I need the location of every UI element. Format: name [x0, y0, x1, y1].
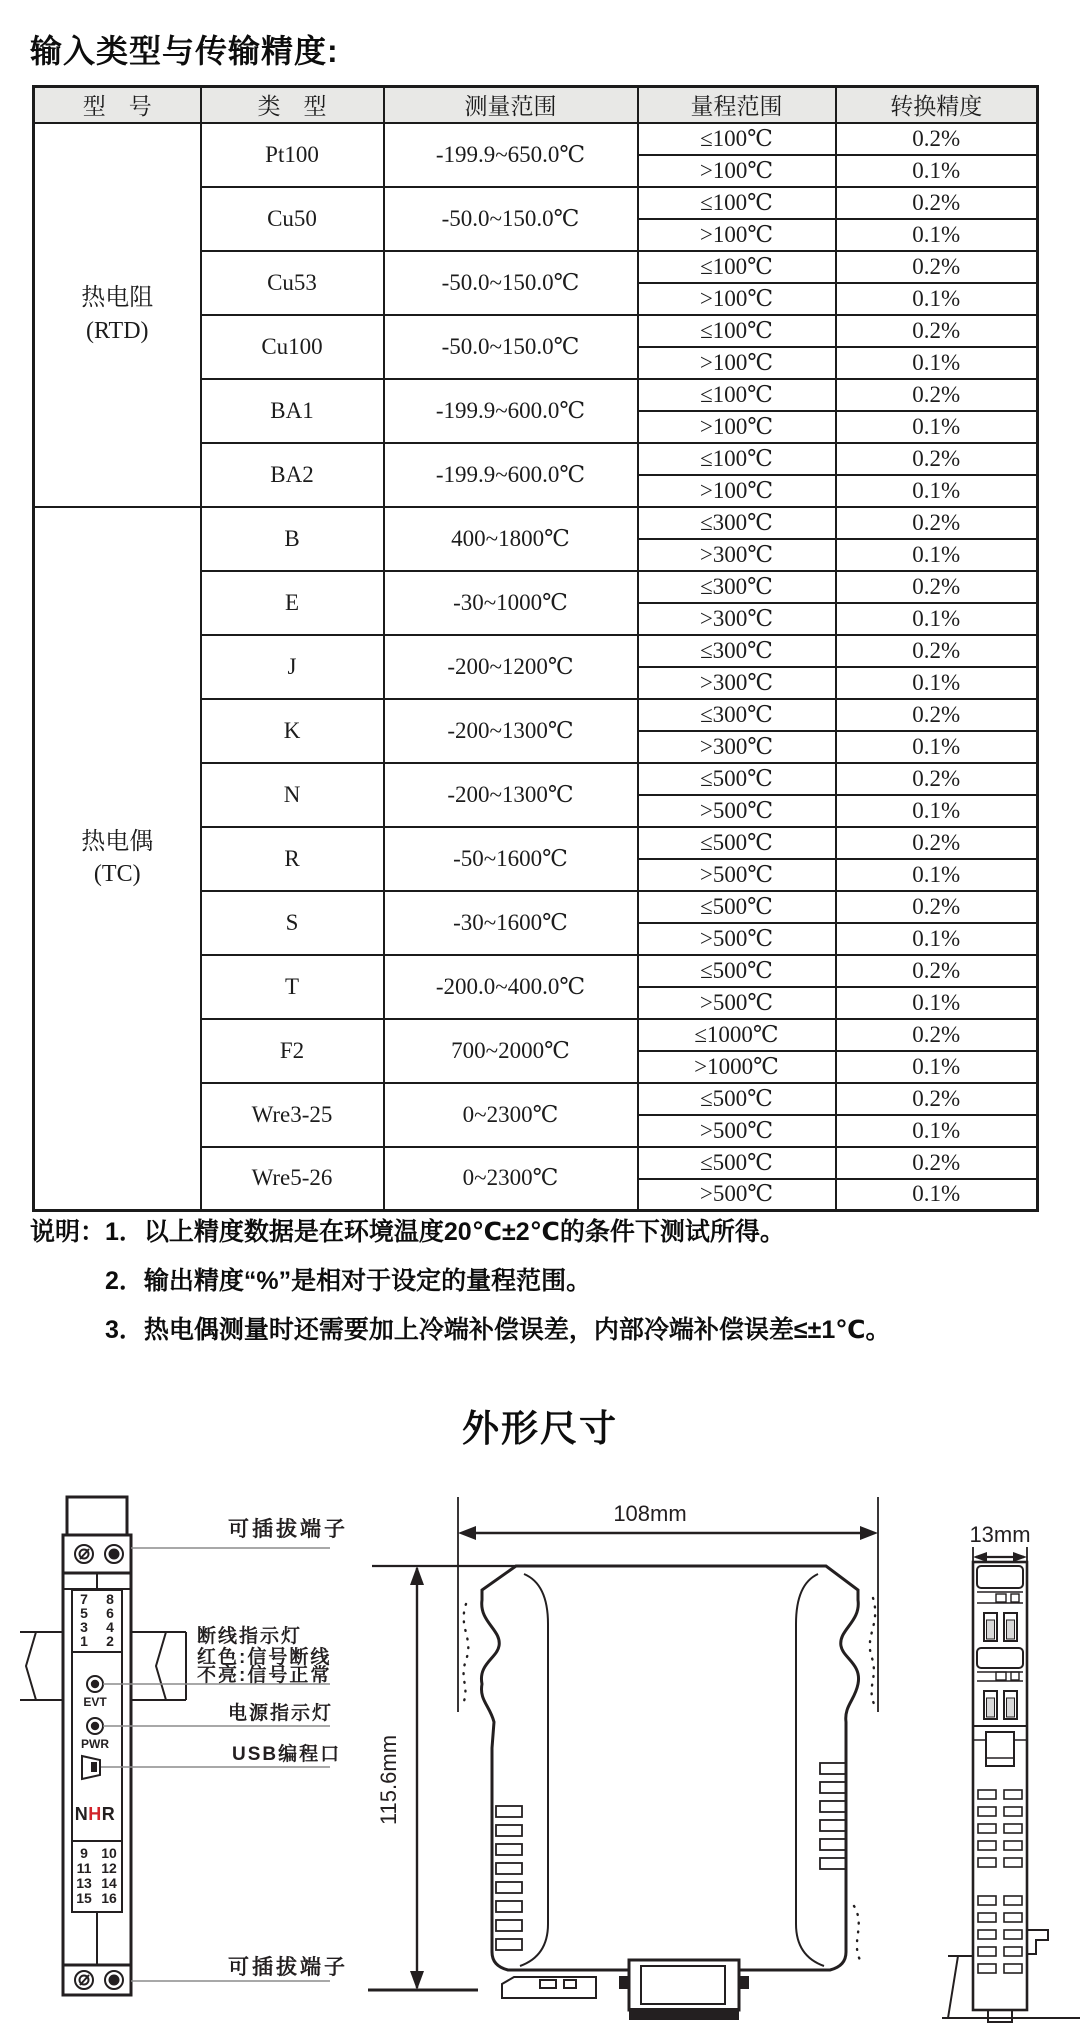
bottom-terminal-callout: 可插拔端子 — [228, 1956, 348, 1979]
led-callout-line-3: 不亮:信号正常 — [197, 1665, 332, 1686]
header-type: 类 型 — [201, 87, 384, 123]
accuracy-cell: 0.2% — [836, 315, 1038, 347]
span-range-cell: ≤500℃ — [638, 955, 836, 987]
type-cell: N — [201, 763, 384, 827]
span-range-cell: >500℃ — [638, 1179, 836, 1211]
accuracy-cell: 0.1% — [836, 859, 1038, 891]
header-accuracy: 转换精度 — [836, 87, 1038, 123]
accuracy-cell: 0.1% — [836, 411, 1038, 443]
accuracy-cell: 0.2% — [836, 955, 1038, 987]
svg-text:6: 6 — [106, 1605, 114, 1621]
width-dimension-label: 108mm — [613, 1501, 687, 1526]
accuracy-cell: 0.2% — [836, 891, 1038, 923]
span-range-cell: >500℃ — [638, 859, 836, 891]
span-range-cell: ≤1000℃ — [638, 1019, 836, 1051]
accuracy-cell: 0.2% — [836, 379, 1038, 411]
top-terminal-numbers — [80, 1591, 114, 1649]
span-range-cell: >300℃ — [638, 603, 836, 635]
span-range-cell: >1000℃ — [638, 1051, 836, 1083]
type-cell: Wre3-25 — [201, 1083, 384, 1147]
bottom-connector — [619, 1960, 749, 2020]
dimensions-section-title: 外形尺寸 — [462, 1408, 618, 1449]
rail-hook — [1027, 1930, 1048, 1954]
span-range-cell: >500℃ — [638, 795, 836, 827]
span-range-cell: ≤500℃ — [638, 1147, 836, 1179]
evt-label: EVT — [83, 1695, 107, 1709]
measure-range-cell: -30~1600℃ — [384, 891, 638, 955]
svg-text:4: 4 — [106, 1619, 114, 1635]
svg-text:8: 8 — [106, 1591, 114, 1607]
measure-range-cell: 700~2000℃ — [384, 1019, 638, 1083]
svg-text:1: 1 — [80, 1633, 88, 1649]
accuracy-cell: 0.1% — [836, 923, 1038, 955]
accuracy-cell: 0.2% — [836, 827, 1038, 859]
accuracy-table-body — [34, 123, 1038, 1211]
span-range-cell: ≤100℃ — [638, 123, 836, 155]
measure-range-cell: -30~1000℃ — [384, 571, 638, 635]
accuracy-cell: 0.1% — [836, 539, 1038, 571]
pwr-label: PWR — [81, 1737, 109, 1751]
measure-range-cell: -200~1200℃ — [384, 635, 638, 699]
span-range-cell: >100℃ — [638, 411, 836, 443]
span-range-cell: ≤300℃ — [638, 635, 836, 667]
measure-range-cell: -199.9~600.0℃ — [384, 379, 638, 443]
accuracy-cell: 0.1% — [836, 667, 1038, 699]
accuracy-cell: 0.2% — [836, 763, 1038, 795]
measure-range-cell: -200.0~400.0℃ — [384, 955, 638, 1019]
span-range-cell: >100℃ — [638, 155, 836, 187]
accuracy-cell: 0.2% — [836, 251, 1038, 283]
svg-text:15: 15 — [76, 1890, 92, 1906]
accuracy-cell: 0.2% — [836, 571, 1038, 603]
accuracy-cell: 0.2% — [836, 1147, 1038, 1179]
span-range-cell: ≤100℃ — [638, 443, 836, 475]
header-measure: 测量范围 — [384, 87, 638, 123]
svg-text:14: 14 — [101, 1875, 117, 1891]
page-title: 输入类型与传输精度: — [30, 33, 339, 69]
type-cell: Cu53 — [201, 251, 384, 315]
model-cell: 热电阻 (RTD) — [34, 123, 201, 507]
span-range-cell: ≤300℃ — [638, 571, 836, 603]
pwr-led-icon — [87, 1718, 103, 1734]
note-line-3: 3．热电偶测量时还需要加上冷端补偿误差，内部冷端补偿误差≤±1℃。 — [105, 1316, 891, 1344]
span-range-cell: >300℃ — [638, 731, 836, 763]
measure-range-cell: 400~1800℃ — [384, 507, 638, 571]
screw-icon — [75, 1971, 123, 1989]
usb-port-callout: USB编程口 — [232, 1744, 342, 1765]
type-cell: Wre5-26 — [201, 1147, 384, 1211]
measure-range-cell: 0~2300℃ — [384, 1147, 638, 1211]
model-cell: 热电偶 (TC) — [34, 507, 201, 1211]
height-dimension-label: 115.6mm — [376, 1734, 401, 1826]
accuracy-cell: 0.2% — [836, 507, 1038, 539]
span-range-cell: >100℃ — [638, 283, 836, 315]
span-range-cell: >100℃ — [638, 347, 836, 379]
span-range-cell: >300℃ — [638, 667, 836, 699]
type-cell: BA1 — [201, 379, 384, 443]
span-range-cell: >100℃ — [638, 475, 836, 507]
accuracy-cell: 0.1% — [836, 987, 1038, 1019]
measure-range-cell: 0~2300℃ — [384, 1083, 638, 1147]
bottom-terminal-numbers — [76, 1845, 117, 1906]
span-range-cell: >500℃ — [638, 923, 836, 955]
usb-port-icon — [82, 1756, 100, 1779]
svg-text:5: 5 — [80, 1605, 88, 1621]
module-front-view — [20, 1497, 348, 1995]
span-range-cell: ≤500℃ — [638, 763, 836, 795]
span-range-cell: ≤300℃ — [638, 507, 836, 539]
front-bottom-terminal-block — [63, 1965, 131, 1995]
measure-range-cell: -199.9~650.0℃ — [384, 123, 638, 187]
span-range-cell: >500℃ — [638, 987, 836, 1019]
front-top-terminal-block — [63, 1535, 131, 1573]
span-range-cell: >100℃ — [638, 219, 836, 251]
svg-text:16: 16 — [101, 1890, 117, 1906]
accuracy-cell: 0.1% — [836, 219, 1038, 251]
span-range-cell: ≤500℃ — [638, 891, 836, 923]
measure-range-cell: -50.0~150.0℃ — [384, 187, 638, 251]
type-cell: K — [201, 699, 384, 763]
span-range-cell: ≤500℃ — [638, 1083, 836, 1115]
type-cell: B — [201, 507, 384, 571]
measure-range-cell: -199.9~600.0℃ — [384, 443, 638, 507]
span-range-cell: ≤100℃ — [638, 187, 836, 219]
accuracy-cell: 0.2% — [836, 1083, 1038, 1115]
header-span: 量程范围 — [638, 87, 836, 123]
side-profile-outline — [481, 1566, 858, 1970]
top-terminal-callout: 可插拔端子 — [228, 1518, 348, 1541]
accuracy-cell: 0.1% — [836, 795, 1038, 827]
din-clip — [502, 1977, 596, 1998]
type-cell: T — [201, 955, 384, 1019]
type-cell: Pt100 — [201, 123, 384, 187]
svg-text:3: 3 — [80, 1619, 88, 1635]
accuracy-cell: 0.1% — [836, 283, 1038, 315]
header-model: 型 号 — [34, 87, 201, 123]
svg-text:12: 12 — [101, 1860, 117, 1876]
dimension-drawing — [0, 1460, 1080, 2032]
table-row — [34, 507, 1038, 539]
svg-text:7: 7 — [80, 1591, 88, 1607]
span-range-cell: ≤100℃ — [638, 379, 836, 411]
front-top-cap — [67, 1497, 127, 1535]
led-callout-line-2: 红色:信号断线 — [197, 1647, 332, 1668]
span-range-cell: ≤100℃ — [638, 251, 836, 283]
type-cell: J — [201, 635, 384, 699]
span-range-cell: ≤100℃ — [638, 315, 836, 347]
type-cell: F2 — [201, 1019, 384, 1083]
note-line-1: 说明：1．以上精度数据是在环境温度20℃±2℃的条件下测试所得。 — [30, 1218, 785, 1246]
end-body — [973, 1562, 1027, 2010]
accuracy-cell: 0.1% — [836, 1115, 1038, 1147]
svg-text:13: 13 — [76, 1875, 92, 1891]
table-header-row — [34, 87, 1038, 123]
screw-icon — [75, 1545, 123, 1563]
span-range-cell: ≤300℃ — [638, 699, 836, 731]
accuracy-cell: 0.2% — [836, 123, 1038, 155]
svg-text:9: 9 — [80, 1845, 88, 1861]
accuracy-cell: 0.2% — [836, 1019, 1038, 1051]
type-cell: E — [201, 571, 384, 635]
notes-block — [30, 1218, 1050, 1365]
accuracy-cell: 0.1% — [836, 1179, 1038, 1211]
power-led-callout: 电源指示灯 — [228, 1703, 334, 1724]
accuracy-cell: 0.1% — [836, 475, 1038, 507]
accuracy-cell: 0.1% — [836, 347, 1038, 379]
module-end-view — [942, 1522, 1080, 2022]
span-range-cell: >300℃ — [638, 539, 836, 571]
span-range-cell: ≤500℃ — [638, 827, 836, 859]
type-cell: Cu50 — [201, 187, 384, 251]
accuracy-cell: 0.2% — [836, 443, 1038, 475]
span-range-cell: >500℃ — [638, 1115, 836, 1147]
measure-range-cell: -200~1300℃ — [384, 763, 638, 827]
accuracy-cell: 0.1% — [836, 731, 1038, 763]
note-line-2: 2．输出精度“%”是相对于设定的量程范围。 — [105, 1267, 592, 1295]
svg-text:2: 2 — [106, 1633, 114, 1649]
accuracy-cell: 0.1% — [836, 155, 1038, 187]
accuracy-cell: 0.1% — [836, 1051, 1038, 1083]
type-cell: BA2 — [201, 443, 384, 507]
accuracy-cell: 0.2% — [836, 635, 1038, 667]
svg-text:10: 10 — [101, 1845, 117, 1861]
measure-range-cell: -50.0~150.0℃ — [384, 251, 638, 315]
din-rail — [20, 1632, 186, 1700]
evt-led-icon — [87, 1676, 103, 1692]
table-row — [34, 123, 1038, 155]
accuracy-table — [32, 85, 1039, 1212]
nhr-logo: NHR — [74, 1804, 116, 1824]
accuracy-cell: 0.2% — [836, 187, 1038, 219]
measure-range-cell: -200~1300℃ — [384, 699, 638, 763]
accuracy-cell: 0.1% — [836, 603, 1038, 635]
type-cell: R — [201, 827, 384, 891]
end-width-dimension-label: 13mm — [969, 1522, 1031, 1547]
svg-text:11: 11 — [76, 1860, 92, 1876]
module-side-view — [368, 1497, 878, 2020]
type-cell: S — [201, 891, 384, 955]
accuracy-cell: 0.2% — [836, 699, 1038, 731]
type-cell: Cu100 — [201, 315, 384, 379]
measure-range-cell: -50.0~150.0℃ — [384, 315, 638, 379]
measure-range-cell: -50~1600℃ — [384, 827, 638, 891]
led-callout-line-1: 断线指示灯 — [197, 1626, 303, 1647]
